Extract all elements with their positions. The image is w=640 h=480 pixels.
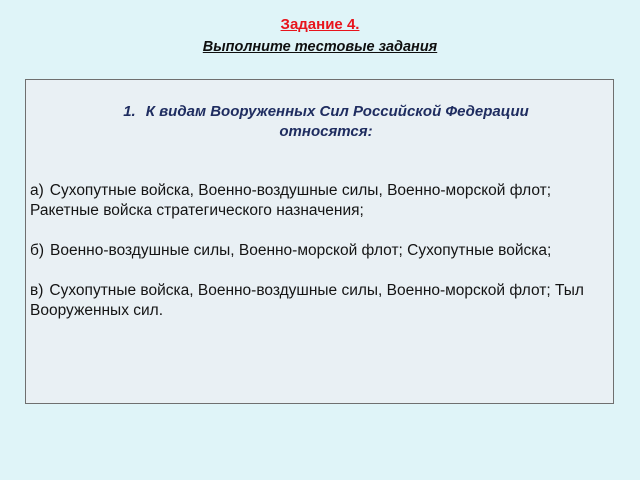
option-letter: а) <box>30 182 44 199</box>
answer-options <box>30 181 605 341</box>
answer-option-c[interactable] <box>30 281 605 321</box>
answer-option-b[interactable] <box>30 241 605 261</box>
task-title: Задание 4. <box>280 16 360 33</box>
option-text: Сухопутные войска, Военно-воздушные силы, Военно-морской флот; Тыл Вооруженных сил. <box>30 282 584 319</box>
option-text: Военно-воздушные силы, Военно-морской флот; Сухопутные войска; <box>50 242 552 259</box>
question-box <box>25 79 614 404</box>
option-letter: в) <box>30 282 44 299</box>
question-number: 1. <box>123 103 136 120</box>
option-letter: б) <box>30 242 45 259</box>
answer-option-a[interactable] <box>30 181 605 221</box>
question <box>76 102 576 142</box>
task-subtitle: Выполните тестовые задания <box>202 39 438 55</box>
question-text: К видам Вооруженных Сил Российской Федерации относятся: <box>145 103 529 140</box>
option-text: Сухопутные войска, Военно-воздушные силы, Военно-морской флот; Ракетные войска стратегического назначения; <box>30 182 552 219</box>
